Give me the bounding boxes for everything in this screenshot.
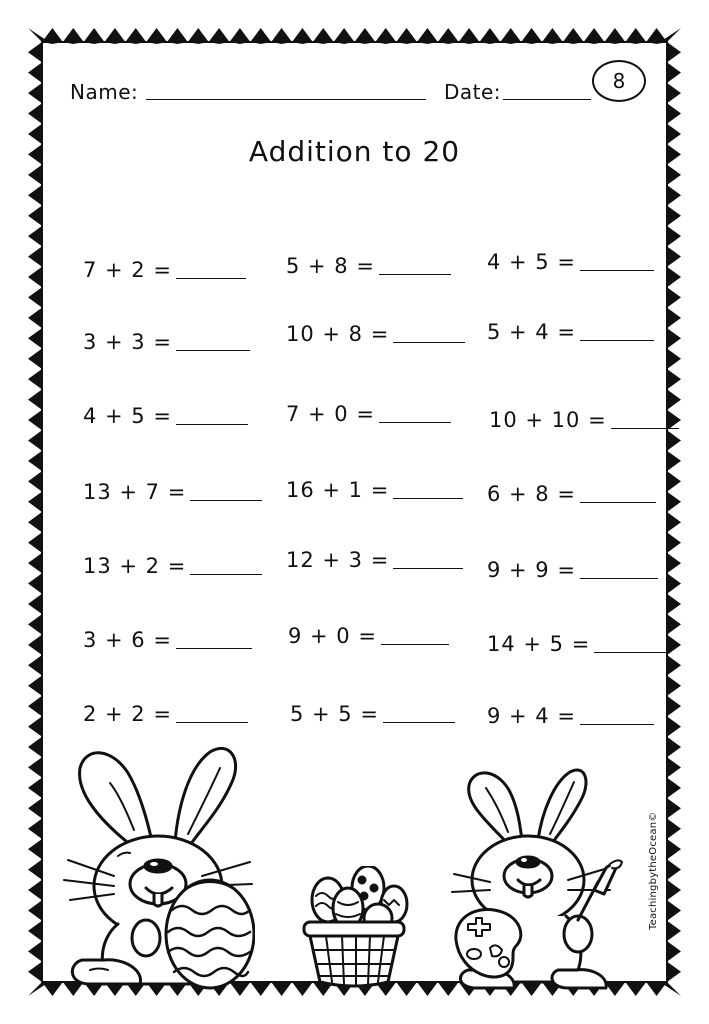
answer-blank[interactable] (176, 278, 246, 279)
bunny-with-easter-egg-icon (60, 738, 255, 990)
problem (286, 548, 463, 572)
problem-equation: 10 + 10 = (489, 408, 607, 432)
answer-blank[interactable] (381, 644, 449, 645)
problem (83, 480, 262, 504)
answer-blank[interactable] (176, 424, 248, 425)
problem (83, 404, 248, 428)
problem-equation: 9 + 4 = (487, 704, 576, 728)
problem-equation: 6 + 8 = (487, 482, 576, 506)
answer-blank[interactable] (176, 648, 252, 649)
page-number-badge (592, 60, 646, 102)
date-label: Date: (444, 80, 502, 104)
problem-equation: 9 + 9 = (487, 558, 576, 582)
name-field-line[interactable] (146, 99, 426, 100)
problem-equation: 13 + 2 = (83, 554, 187, 578)
problem-equation: 7 + 2 = (83, 258, 172, 282)
problem-equation: 3 + 3 = (83, 330, 172, 354)
answer-blank[interactable] (379, 274, 451, 275)
answer-blank[interactable] (176, 350, 250, 351)
problem (83, 702, 248, 726)
problem (290, 702, 455, 726)
problem (487, 632, 668, 656)
problem (286, 478, 463, 502)
problem-equation: 3 + 6 = (83, 628, 172, 652)
problem-equation: 4 + 5 = (487, 250, 576, 274)
answer-blank[interactable] (580, 270, 654, 271)
answer-blank[interactable] (594, 652, 668, 653)
problem-equation: 5 + 5 = (290, 702, 379, 726)
problem (487, 704, 654, 728)
answer-blank[interactable] (580, 724, 654, 725)
problem-equation: 16 + 1 = (286, 478, 390, 502)
credit-text: TeachingbytheOcean© (648, 811, 659, 930)
answer-blank[interactable] (580, 502, 656, 503)
problem (286, 402, 451, 426)
page-number: 8 (612, 69, 626, 93)
answer-blank[interactable] (393, 568, 463, 569)
problem-equation: 10 + 8 = (286, 322, 390, 346)
problem-equation: 2 + 2 = (83, 702, 172, 726)
answer-blank[interactable] (580, 340, 654, 341)
problem-equation: 7 + 0 = (286, 402, 375, 426)
answer-blank[interactable] (190, 500, 262, 501)
problem (286, 322, 465, 346)
problem-equation: 9 + 0 = (288, 624, 377, 648)
answer-blank[interactable] (190, 574, 262, 575)
problem-equation: 12 + 3 = (286, 548, 390, 572)
problem (489, 408, 679, 432)
problem (288, 624, 449, 648)
answer-blank[interactable] (176, 722, 248, 723)
problem-equation: 5 + 8 = (286, 254, 375, 278)
problem (487, 320, 654, 344)
bunny-with-paint-palette-icon (450, 764, 628, 990)
worksheet-title: Addition to 20 (248, 135, 461, 168)
answer-blank[interactable] (611, 428, 679, 429)
problem-equation: 13 + 7 = (83, 480, 187, 504)
problem (83, 628, 252, 652)
problem (286, 254, 451, 278)
problem (487, 482, 656, 506)
problem (487, 250, 654, 274)
answer-blank[interactable] (383, 722, 455, 723)
answer-blank[interactable] (393, 342, 465, 343)
problem (487, 558, 658, 582)
problem (83, 554, 262, 578)
problem-equation: 4 + 5 = (83, 404, 172, 428)
answer-blank[interactable] (379, 422, 451, 423)
problem (83, 330, 250, 354)
egg-basket-icon (298, 866, 410, 988)
date-field-line[interactable] (503, 99, 591, 100)
problem (83, 258, 246, 282)
problem-equation: 5 + 4 = (487, 320, 576, 344)
problem-equation: 14 + 5 = (487, 632, 591, 656)
answer-blank[interactable] (393, 498, 463, 499)
answer-blank[interactable] (580, 578, 658, 579)
name-label: Name: (70, 80, 139, 104)
